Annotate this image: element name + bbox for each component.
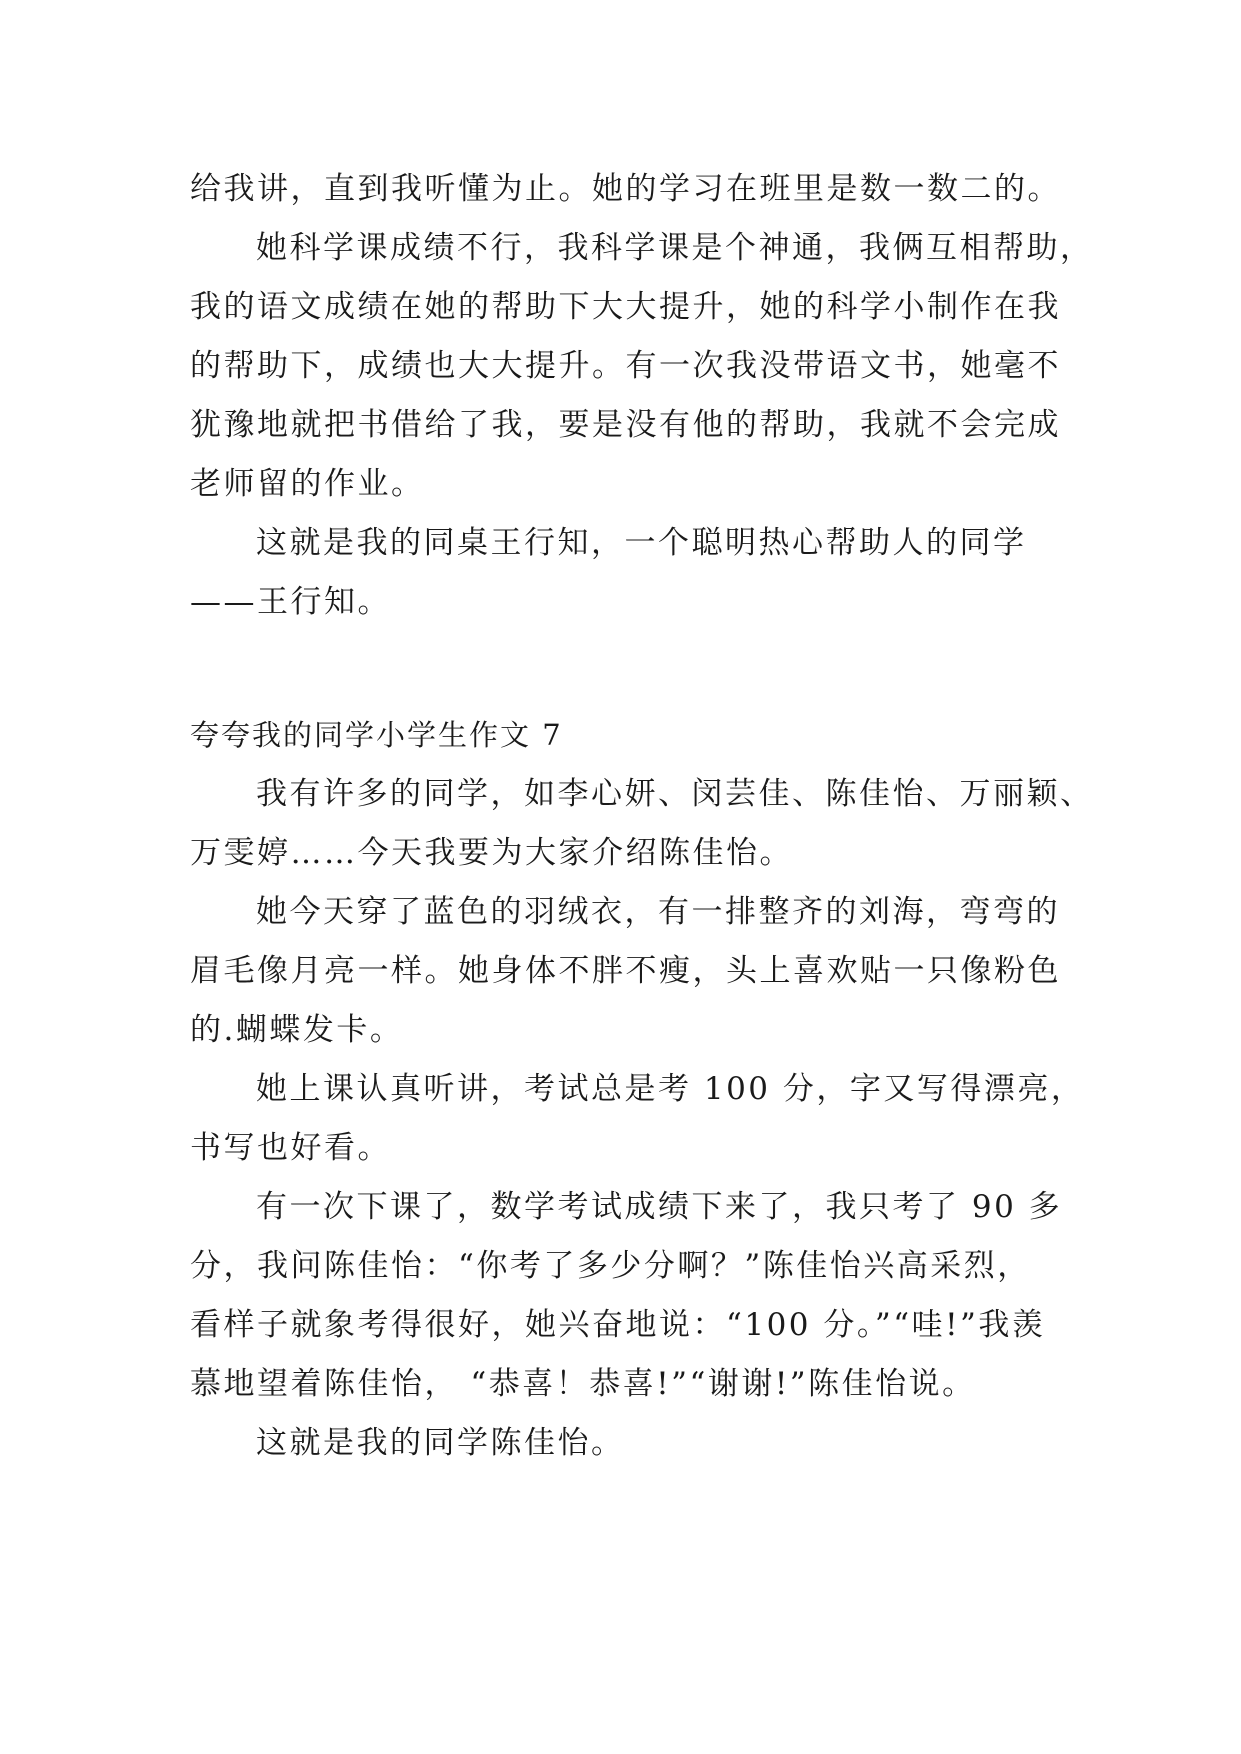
paragraph-line: 犹豫地就把书借给了我，要是没有他的帮助，我就不会完成 — [190, 407, 1061, 443]
paragraph-line: 书写也好看。 — [190, 1130, 391, 1166]
paragraph-line: 慕地望着陈佳怡， “恭喜！恭喜!”“谢谢!”陈佳怡说。 — [190, 1366, 976, 1402]
paragraph-line: 老师留的作业。 — [190, 466, 425, 502]
paragraph-line: ——王行知。 — [190, 584, 391, 620]
paragraph-line: 我的语文成绩在她的帮助下大大提升，她的科学小制作在我 — [190, 289, 1061, 325]
document-page — [190, 160, 1094, 1473]
paragraph-line: 她今天穿了蓝色的羽绒衣，有一排整齐的刘海，弯弯的 — [256, 894, 1060, 930]
paragraph-line: 看样子就象考得很好，她兴奋地说：“100 分。”“哇!”我羡 — [190, 1307, 1046, 1343]
paragraph-line: 这就是我的同桌王行知，一个聪明热心帮助人的同学 — [256, 525, 1027, 561]
paragraph-line: 万雯婷……今天我要为大家介绍陈佳怡。 — [190, 835, 793, 871]
essay-title: 夸夸我的同学小学生作文 7 — [190, 718, 563, 752]
paragraph-line: 给我讲，直到我听懂为止。她的学习在班里是数一数二的。 — [190, 171, 1061, 207]
paragraph-line: 这就是我的同学陈佳怡。 — [256, 1425, 625, 1461]
paragraph-line: 我有许多的同学，如李心妍、闵芸佳、陈佳怡、万丽颖、 — [256, 776, 1094, 812]
paragraph-line: 她科学课成绩不行，我科学课是个神通，我俩互相帮助， — [256, 230, 1094, 266]
paragraph-line: 她上课认真听讲，考试总是考 100 分，字又写得漂亮， — [256, 1071, 1085, 1107]
paragraph-line: 的.蝴蝶发卡。 — [190, 1012, 404, 1048]
paragraph-line: 的帮助下，成绩也大大提升。有一次我没带语文书，她毫不 — [190, 348, 1061, 384]
paragraph-line: 眉毛像月亮一样。她身体不胖不瘦，头上喜欢贴一只像粉色 — [190, 953, 1061, 989]
section-gap — [190, 632, 1060, 706]
paragraph-line: 有一次下课了，数学考试成绩下来了，我只考了 90 多 — [256, 1189, 1063, 1225]
paragraph-line: 分，我问陈佳怡：“你考了多少分啊？”陈佳怡兴高采烈， — [190, 1248, 1031, 1284]
